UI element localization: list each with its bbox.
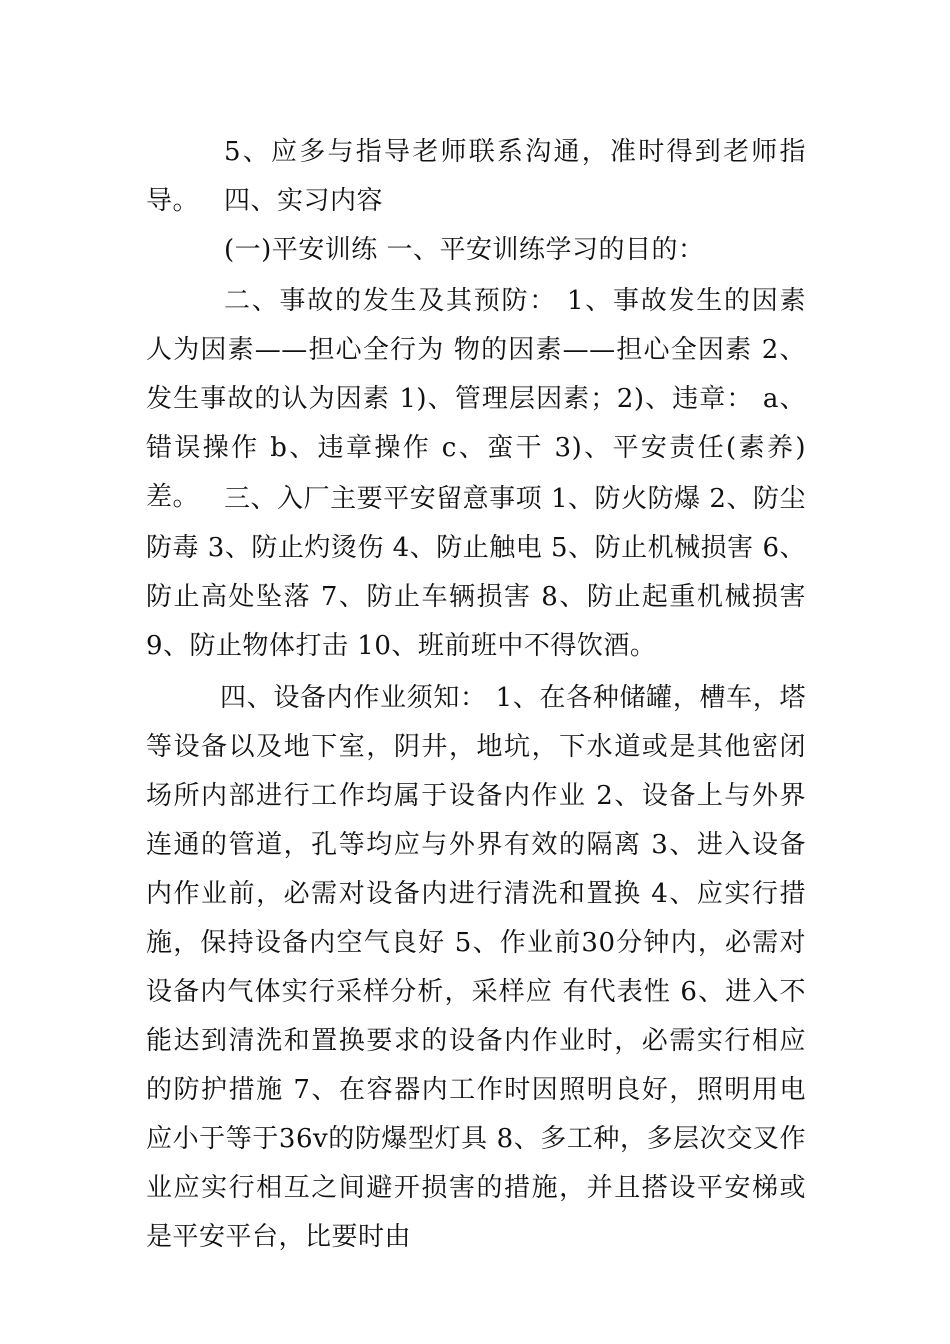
paragraph-6: 四、设备内作业须知： 1、在各种储罐，槽车，塔等设备以及地下室，阴井，地坑，下水道或是其他密闭场所内部进行工作均属于设备内作业 2、设备上与外界连通的管道，孔等均应与外界有效的隔离 3、进入设备内作业前，必需对设备内进行清洗和置换 4、应实行措施，保持设备内空气良好 5、作业前30分钟内，必需对设备内气体实行采样分析，采样应 有代表性 6、进入不能达到清洗和置换要求的设备内作业时，必需实行相应的防护措施 7、在容器内工作时因照明良好，照明用电应小于等于36v的防爆型灯具 8、多工种，多层次交叉作业应实行相互之间避开损害的措施，并且搭设平安梯或是平安平台，比要时由 xyxy=(146,683,806,1252)
paragraph-1: 5、应多与指导老师联系沟通，准时得到老师指导。 xyxy=(146,137,806,216)
paragraph-4: 二、事故的发生及其预防： 1、事故发生的因素 人为因素——担心全行为 物的因素——担心全因素 2、发生事故的认为因素 1)、管理层因素；2)、违章： a、错误操作 b、违章操作 c、蛮干 3)、平安责任(素养)差。 xyxy=(146,286,806,512)
paragraph-3: (一)平安训练 一、平安训练学习的目的： xyxy=(224,235,705,265)
paragraph-2-heading: 四、实习内容 xyxy=(224,186,384,216)
paragraph-5: 三、入厂主要平安留意事项 1、防火防爆 2、防尘防毒 3、防止灼烫伤 4、防止触电 5、防止机械损害 6、防止高处坠落 7、防止车辆损害 8、防止起重机械损害 9、防止物体打击 10、班前班中不得饮酒。 xyxy=(146,484,806,661)
